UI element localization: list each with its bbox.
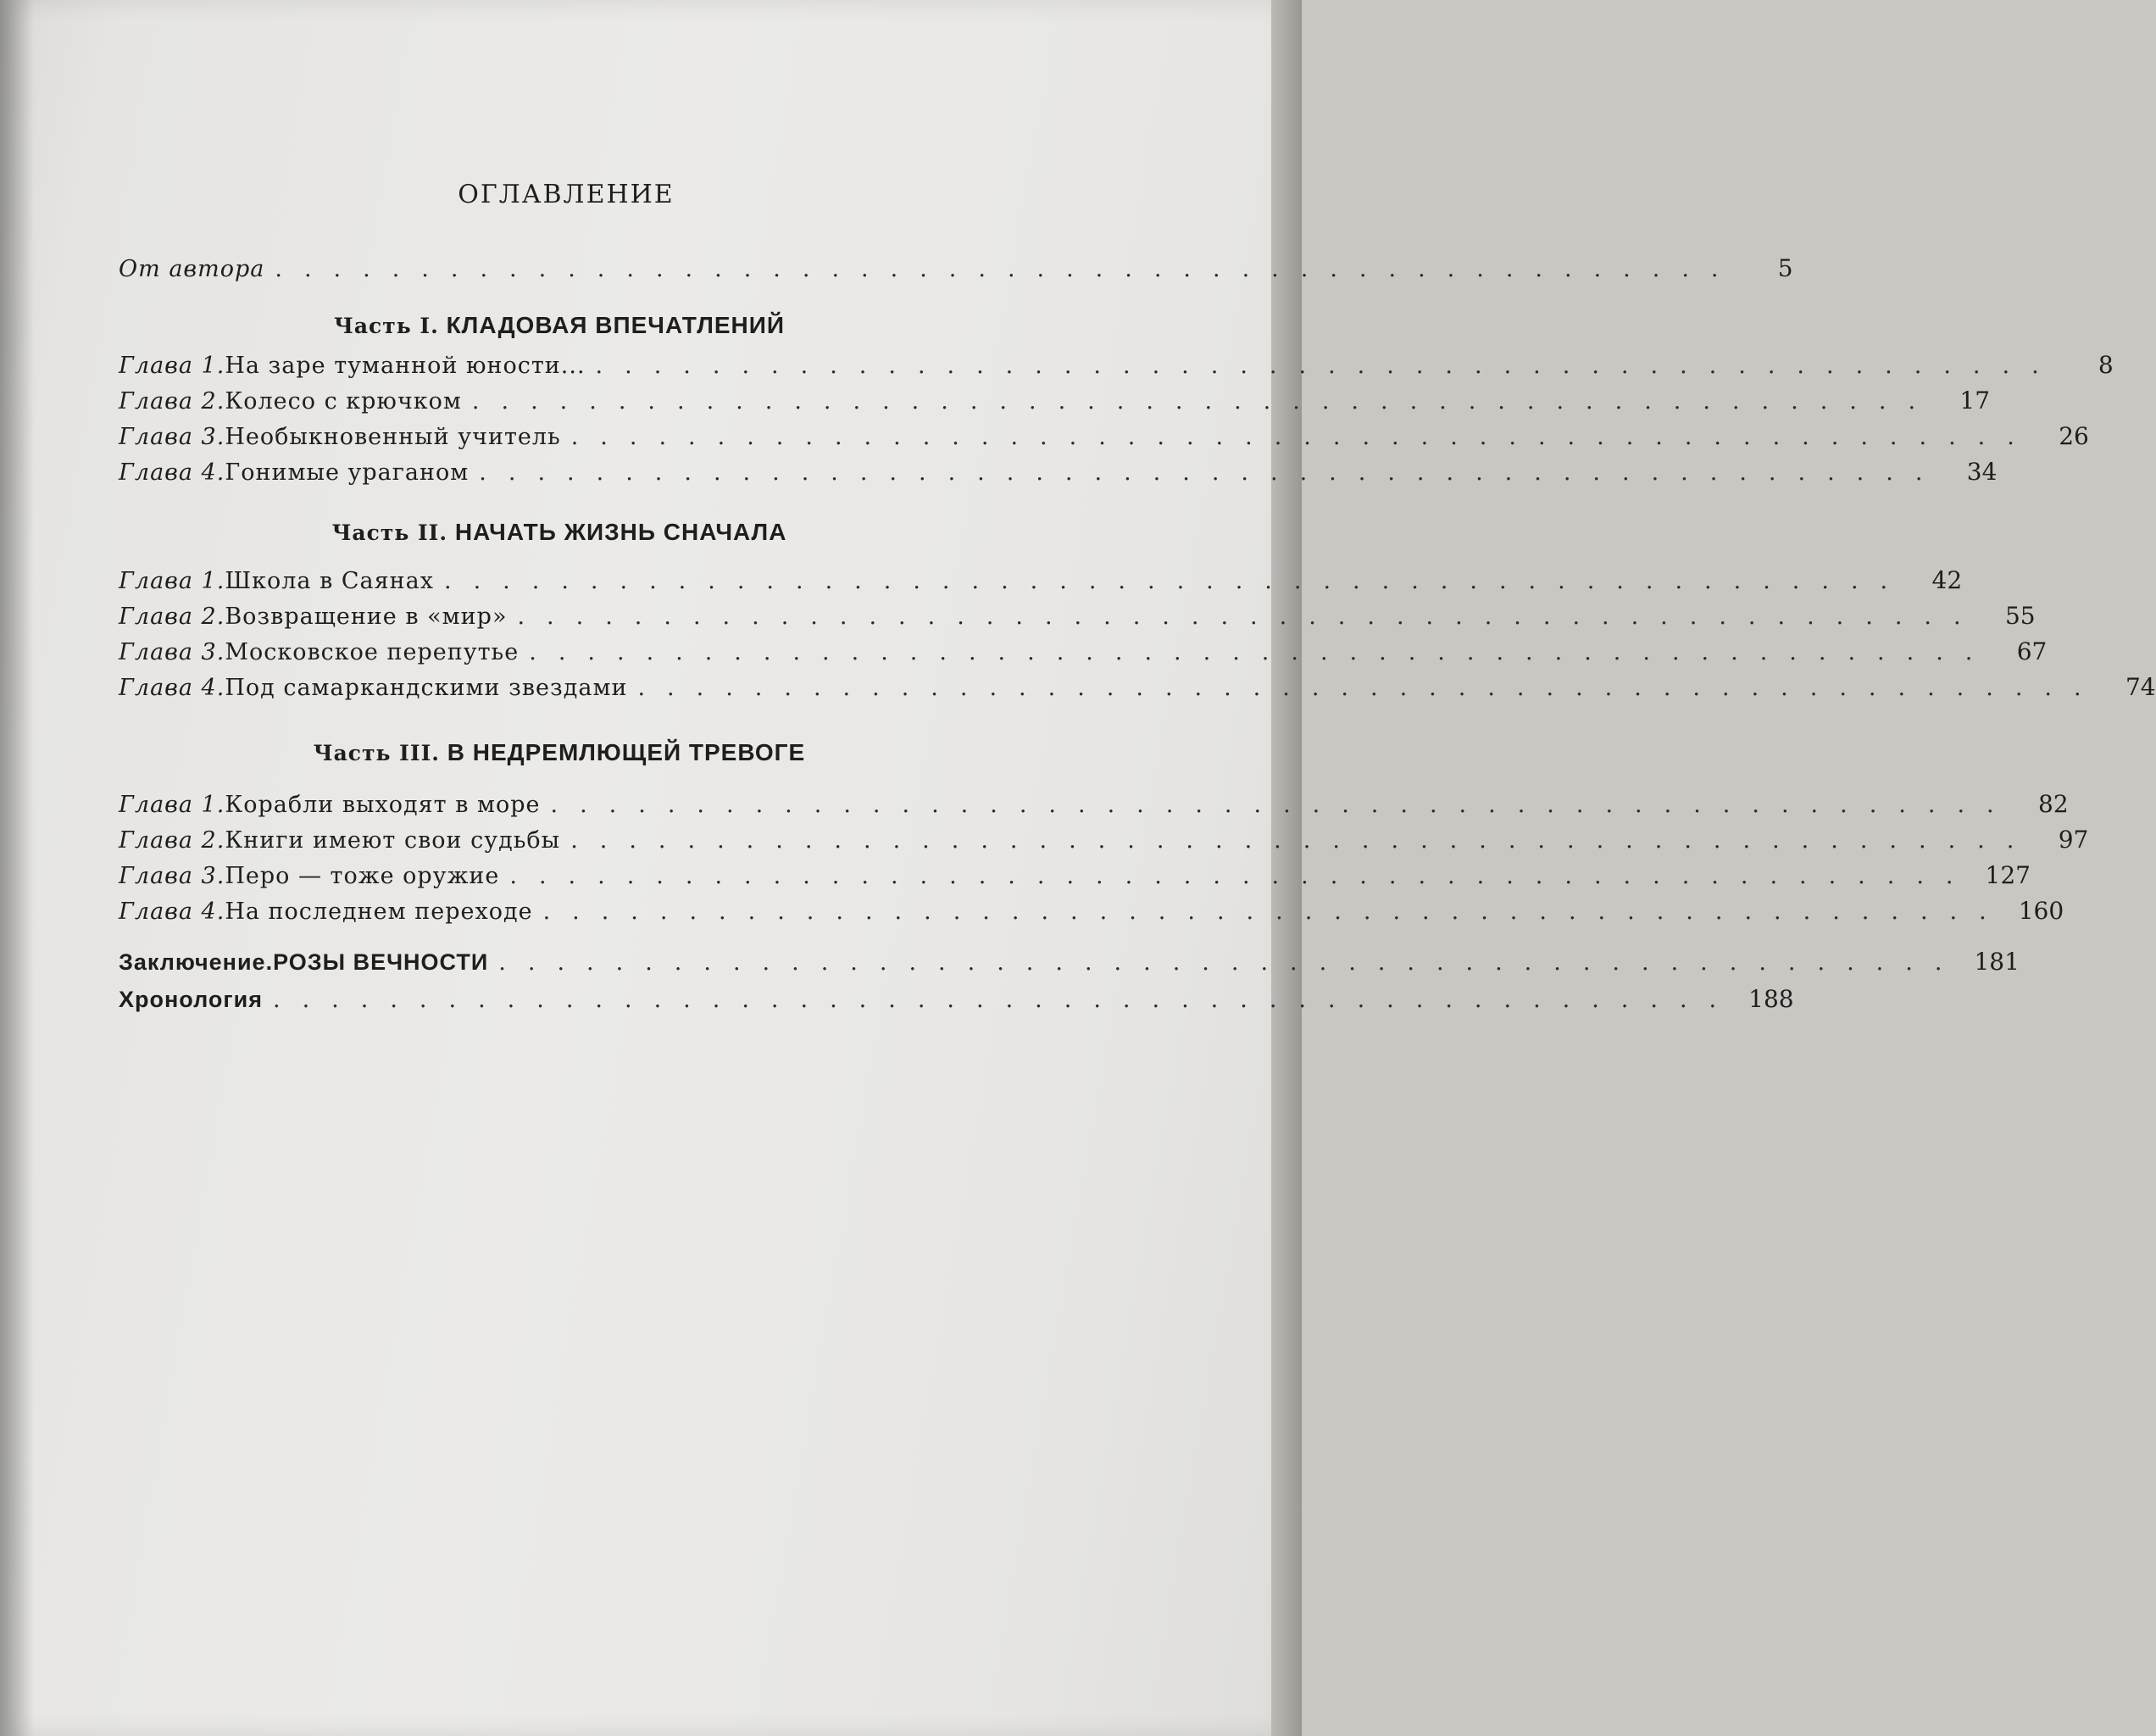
page-number: 55 xyxy=(2004,602,2036,630)
page-number: 26 xyxy=(2059,422,2089,450)
chapter-label: Глава 1. xyxy=(119,568,225,594)
chapter-title: Колесо с крючком xyxy=(225,388,462,415)
leader-dots: .................................................. xyxy=(509,863,1975,889)
page-number: 17 xyxy=(1959,387,1991,415)
toc-entry-intro xyxy=(119,254,1793,288)
part-prefix: Часть III. xyxy=(313,741,440,765)
leader-dots: .................................................. xyxy=(529,639,1995,665)
chapter-title: Школа в Саянах xyxy=(225,568,434,594)
page-number: 82 xyxy=(2038,790,2069,818)
page-number: 74 xyxy=(2125,673,2156,701)
part-name: В НЕДРЕМЛЮЩЕЙ ТРЕВОГЕ xyxy=(447,739,806,765)
chapter-label: Глава 2. xyxy=(119,827,225,854)
leader-dots: .................................................. xyxy=(550,792,2016,818)
page-number: 97 xyxy=(2058,826,2089,854)
toc-entry xyxy=(119,790,2069,824)
toc-entry xyxy=(119,637,2048,671)
leader-dots: .................................................. xyxy=(444,568,1910,594)
spine-shadow xyxy=(0,0,34,1736)
chapter-label: Глава 1. xyxy=(119,792,225,818)
toc-entry xyxy=(119,897,2064,931)
leader-dots: .................................................. xyxy=(570,424,2037,450)
page-number: 127 xyxy=(1985,861,2031,889)
part-name: НАЧАТЬ ЖИЗНЬ СНАЧАЛА xyxy=(454,519,787,545)
chapter-label: Глава 3. xyxy=(119,639,225,665)
toc-entry xyxy=(119,351,2114,385)
chapter-title: Корабли выходят в море xyxy=(225,792,541,818)
part-prefix: Часть II. xyxy=(331,520,448,545)
leader-dots: .................................................. xyxy=(471,388,1938,415)
toc-entry xyxy=(119,673,2156,707)
chapter-title: Возвращение в «мир» xyxy=(225,604,508,630)
chapter-label: Глава 4. xyxy=(119,675,225,701)
part-heading-3 xyxy=(119,739,1000,766)
chapter-label: Глава 2. xyxy=(119,604,225,630)
chapter-label: Глава 2. xyxy=(119,388,225,415)
chapter-title: Под самаркандскими звездами xyxy=(225,675,628,701)
conclusion-title: РОЗЫ ВЕЧНОСТИ xyxy=(273,949,489,975)
leader-dots: .................................................. xyxy=(637,675,2103,701)
page-number: 5 xyxy=(1777,254,1793,282)
toc-entry xyxy=(119,826,2089,860)
chapter-title: На последнем переходе xyxy=(225,899,533,925)
chapter-label: Глава 4. xyxy=(119,459,225,486)
toc-entry xyxy=(119,458,1998,492)
leader-dots: .................................................. xyxy=(498,949,1964,976)
page-number: 42 xyxy=(1931,566,1963,594)
toc-entry-chronology xyxy=(119,985,1794,1019)
toc-entry-conclusion xyxy=(119,948,2020,982)
toc-entry xyxy=(119,422,2089,456)
leader-dots: .................................................. xyxy=(479,459,1945,486)
page-number: 8 xyxy=(2098,351,2114,379)
chapter-label: Глава 4. xyxy=(119,899,225,925)
leader-dots: .................................................. xyxy=(517,604,1983,630)
toc-entry xyxy=(119,387,1991,420)
toc-entry xyxy=(119,602,2036,636)
leader-dots: .................................................. xyxy=(542,899,2009,925)
chapter-title: Книги имеют свои судьбы xyxy=(225,827,561,854)
chapter-title: На заре туманной юности... xyxy=(225,353,586,379)
chapter-label: Глава 1. xyxy=(119,353,225,379)
toc-title: ОГЛАВЛЕНИЕ xyxy=(458,180,675,209)
leader-dots: .................................................. xyxy=(273,987,1739,1013)
intro-label: От автора xyxy=(119,256,265,282)
chapter-title: Московское перепутье xyxy=(225,639,520,665)
part-prefix: Часть I. xyxy=(334,314,439,338)
chapter-label: Глава 3. xyxy=(119,863,225,889)
chapter-title: Гонимые ураганом xyxy=(225,459,470,486)
toc-entry xyxy=(119,566,1963,600)
chapter-title: Перо — тоже оружие xyxy=(225,863,500,889)
page-number: 188 xyxy=(1748,985,1794,1013)
page-number: 181 xyxy=(1974,948,2020,976)
leader-dots: .................................................. xyxy=(570,827,2037,854)
chapter-label: Глава 3. xyxy=(119,424,225,450)
conclusion-label: Заключение. xyxy=(119,949,274,975)
page-number: 160 xyxy=(2018,897,2064,925)
part-heading-2 xyxy=(119,519,1000,546)
chronology-label: Хронология xyxy=(119,987,264,1012)
chapter-title: Необыкновенный учитель xyxy=(225,424,561,450)
part-name: КЛАДОВАЯ ВПЕЧАТЛЕНИЙ xyxy=(446,312,785,338)
page-number: 67 xyxy=(2016,637,2048,665)
page-number: 34 xyxy=(1966,458,1998,486)
part-heading-1 xyxy=(119,312,1000,339)
leader-dots: .................................................. xyxy=(275,256,1741,282)
toc-entry xyxy=(119,861,2031,895)
leader-dots: .................................................. xyxy=(595,353,2061,379)
